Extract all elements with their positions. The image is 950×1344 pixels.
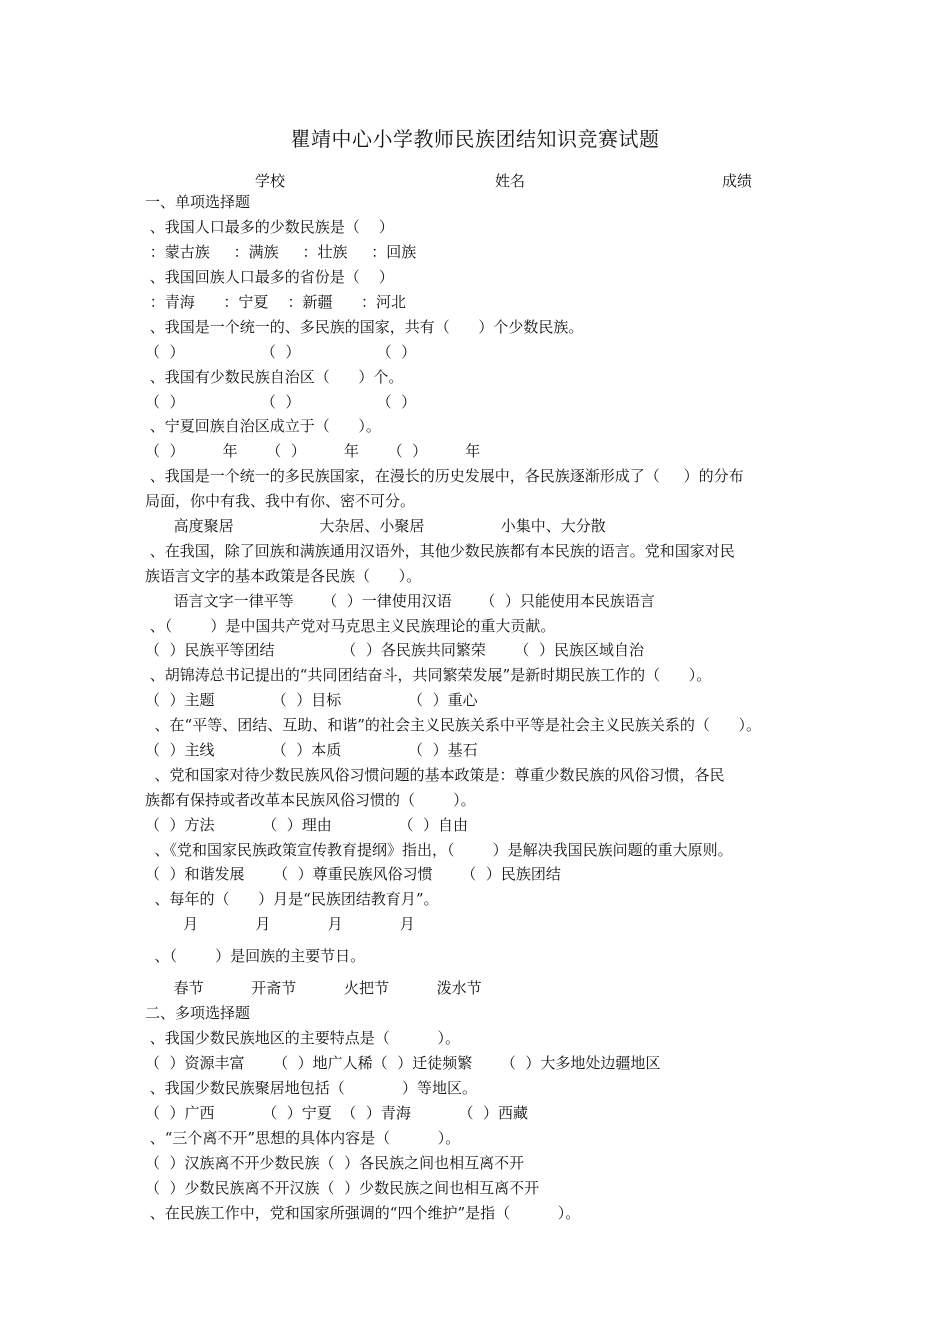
options-line: （ ）广西 （ ）宁夏 （ ）青海 （ ）西藏 xyxy=(145,1104,529,1122)
section-heading-multiple-choice: 二、多项选择题 xyxy=(145,1004,251,1022)
question-line: 、我国人口最多的少数民族是（ ） xyxy=(145,218,394,236)
section-heading-single-choice: 一、单项选择题 xyxy=(145,193,251,211)
page-title: 瞿靖中心小学教师民族团结知识竞赛试题 xyxy=(290,127,660,151)
question-line: 、党和国家对待少数民族风俗习惯问题的基本政策是：尊重少数民族的风俗习惯，各民 xyxy=(145,766,725,784)
question-line: 、“三个离不开”思想的具体内容是（ ）。 xyxy=(145,1129,461,1147)
question-line-continued: 族语言文字的基本政策是各民族（ ）。 xyxy=(145,567,422,585)
options-line: （ ） 年 （ ） 年 （ ） 年 xyxy=(145,442,481,460)
options-line: （ ）主线 （ ）本质 （ ）基石 xyxy=(145,741,478,759)
options-line: （ ）民族平等团结 （ ）各民族共同繁荣 （ ）民族区域自治 xyxy=(145,641,644,659)
question-line: 、在我国，除了回族和满族通用汉语外，其他少数民族都有本民族的语言。党和国家对民 xyxy=(145,542,735,560)
question-line: 、宁夏回族自治区成立于（ ）。 xyxy=(145,417,381,435)
options-line: 语言文字一律平等 （ ）一律使用汉语 （ ）只能使用本民族语言 xyxy=(145,592,655,610)
question-line: 、我国回族人口最多的省份是（ ） xyxy=(145,268,394,286)
options-line: ：蒙古族 ：满族 ：壮族 ：回族 xyxy=(145,243,417,261)
question-line: 、（ ）是中国共产党对马克思主义民族理论的重大贡献。 xyxy=(145,617,556,635)
name-label: 姓名 xyxy=(495,172,526,190)
question-line: 、胡锦涛总书记提出的“共同团结奋斗，共同繁荣发展”是新时期民族工作的（ ）。 xyxy=(145,666,712,684)
question-line: 、（ ）是回族的主要节日。 xyxy=(145,947,366,965)
options-line: （ ）少数民族离不开汉族（ ）少数民族之间也相互离不开 xyxy=(145,1179,540,1197)
school-label: 学校 xyxy=(255,172,286,190)
score-label: 成绩 xyxy=(722,172,753,190)
question-line: 、在民族工作中，党和国家所强调的“四个维护”是指（ ）。 xyxy=(145,1204,581,1222)
options-line: 春节 开斋节 火把节 泼水节 xyxy=(145,979,482,997)
question-line: 、我国是一个统一的、多民族的国家，共有（ ）个少数民族。 xyxy=(145,318,584,336)
question-line: 、我国是一个统一的多民族国家，在漫长的历史发展中，各民族逐渐形成了（ ）的分布 xyxy=(145,467,744,485)
options-line: （ ） （ ） （ ） xyxy=(145,343,417,361)
question-line: 、在“平等、团结、互助、和谐”的社会主义民族关系中平等是社会主义民族关系的（ ）。 xyxy=(145,716,761,734)
options-line: 高度聚居 大杂居、小聚居 小集中、大分散 xyxy=(145,517,606,535)
options-line: （ ）方法 （ ）理由 （ ）自由 xyxy=(145,816,469,834)
question-line-continued: 局面，你中有我、我中有你、密不可分。 xyxy=(145,492,416,510)
question-line: 、我国少数民族地区的主要特点是（ ）。 xyxy=(145,1029,460,1047)
options-line: （ ） （ ） （ ） xyxy=(145,393,417,411)
question-line: 、每年的（ ）月是“民族团结教育月”。 xyxy=(145,890,439,908)
options-line: （ ）汉族离不开少数民族（ ）各民族之间也相互离不开 xyxy=(145,1154,525,1172)
question-line-continued: 族都有保持或者改革本民族风俗习惯的（ ）。 xyxy=(145,791,476,809)
question-line: 、我国有少数民族自治区（ ）个。 xyxy=(145,368,404,386)
question-line: 、《党和国家民族政策宣传教育提纲》指出，（ ）是解决我国民族问题的重大原则。 xyxy=(145,841,733,859)
question-line: 、我国少数民族聚居地包括（ ）等地区。 xyxy=(145,1079,477,1097)
options-line: （ ）资源丰富 （ ）地广人稀（ ）迁徒频繁 （ ）大多地处边疆地区 xyxy=(145,1054,661,1072)
options-line: （ ）主题 （ ）目标 （ ）重心 xyxy=(145,691,478,709)
options-line: 月 月 月 月 xyxy=(145,915,415,933)
options-line: （ ）和谐发展 （ ）尊重民族风俗习惯 （ ）民族团结 xyxy=(145,865,561,883)
options-line: ：青海 ：宁夏 ：新疆 ：河北 xyxy=(145,293,407,311)
